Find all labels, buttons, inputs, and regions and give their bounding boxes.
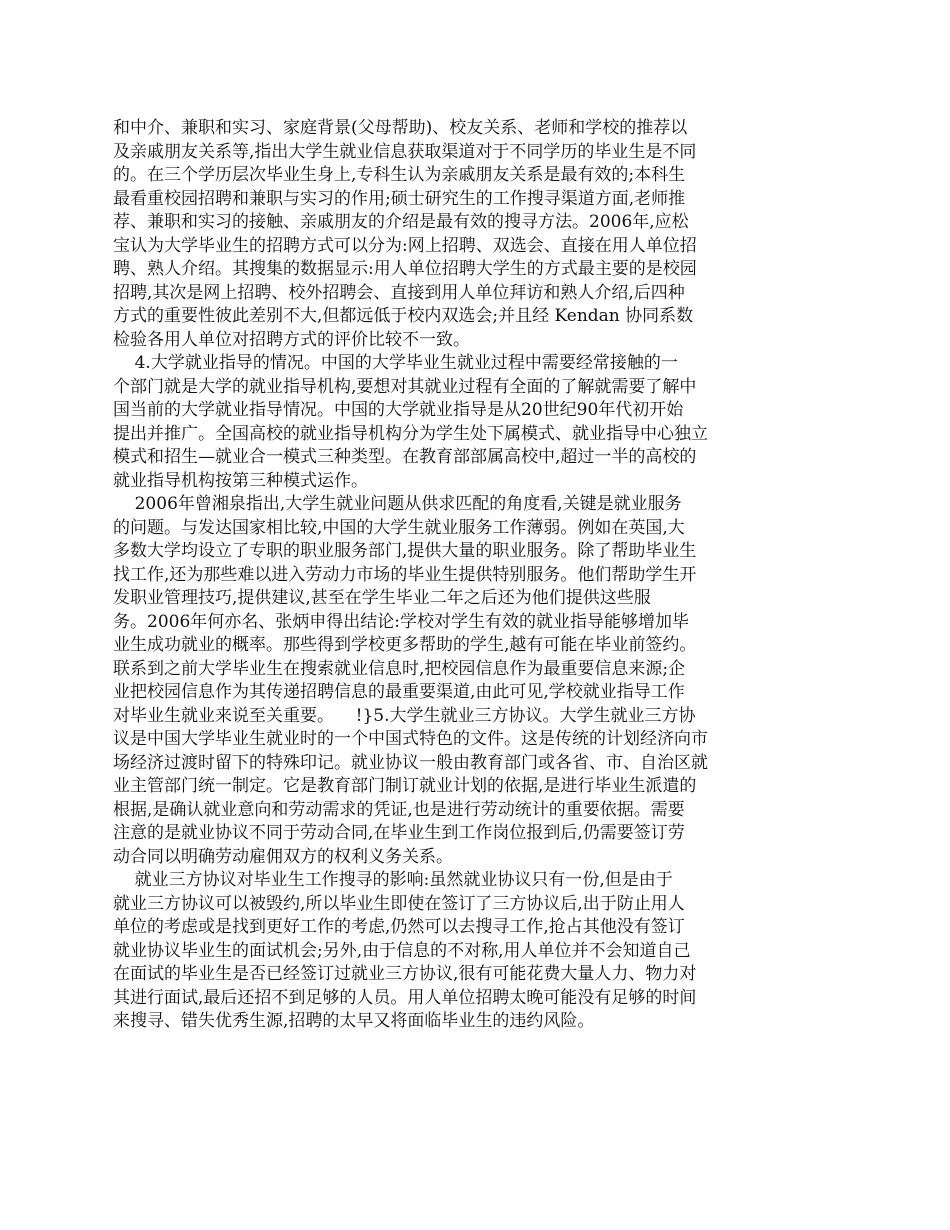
text-line: 和中介、兼职和实习、家庭背景(父母帮助)、校友关系、老师和学校的推荐以 xyxy=(113,118,688,138)
text-line: 议是中国大学毕业生就业时的一个中国式特色的文件。这是传统的计划经济向市 xyxy=(113,729,708,749)
text-line: 对毕业生就业来说至关重要。 !}5.大学生就业三方协议。大学生就业三方协 xyxy=(113,705,696,726)
text-line: 个部门就是大学的就业指导机构,要想对其就业过程有全面的了解就需要了解中 xyxy=(113,376,697,397)
text-line: 就业指导机构按第三种模式运作。 xyxy=(113,470,368,491)
text-line: 检验各用人单位对招聘方式的评价比较不一致。 xyxy=(113,329,470,350)
text-line: 联系到之前大学毕业生在搜索就业信息时,把校园信息作为最重要信息来源;企 xyxy=(113,658,686,679)
text-line: 单位的考虑或是找到更好工作的考虑,仍然可以去搜寻工作,抢占其他没有签订 xyxy=(113,917,685,937)
text-line: 及亲戚朋友关系等,指出大学生就业信息获取渠道对于不同学历的毕业生是不同 xyxy=(113,141,697,162)
text-line: 的问题。与发达国家相比较,中国的大学生就业服务工作薄弱。例如在英国,大 xyxy=(113,517,685,538)
text-line: 业把校园信息作为其传递招聘信息的最重要渠道,由此可见,学校就业指导工作 xyxy=(113,682,685,702)
text-line: 招聘,其次是网上招聘、校外招聘会、直接到用人单位拜访和熟人介绍,后四种 xyxy=(113,282,685,303)
document-body xyxy=(113,117,773,1034)
text-line: 4.大学就业指导的情况。中国的大学毕业生就业过程中需要经常接触的一 xyxy=(113,353,678,373)
text-line: 聘、熟人介绍。其搜集的数据显示:用人单位招聘大学生的方式最主要的是校园 xyxy=(113,259,697,279)
text-line: 其进行面试,最后还招不到足够的人员。用人单位招聘太晚可能没有足够的时间 xyxy=(113,987,697,1008)
text-line: 注意的是就业协议不同于劳动合同,在毕业生到工作岗位报到后,仍需要签订劳 xyxy=(113,823,685,843)
text-line: 的。在三个学历层次毕业生身上,专科生认为亲戚朋友关系是最有效的;本科生 xyxy=(113,165,686,185)
text-line: 就业三方协议可以被毁约,所以毕业生即使在签订了三方协议后,出于防止用人 xyxy=(113,893,685,914)
text-line: 荐、兼职和实习的接触、亲戚朋友的介绍是最有效的搜寻方法。2006年,应松 xyxy=(113,212,689,232)
text-line: 根据,是确认就业意向和劳动需求的凭证,也是进行劳动统计的重要依据。需要 xyxy=(113,799,685,820)
text-line: 动合同以明确劳动雇佣双方的权利义务关系。 xyxy=(113,846,453,867)
text-line: 国当前的大学就业指导情况。中国的大学就业指导是从20世纪90年代初开始 xyxy=(113,400,684,420)
text-line: 宝认为大学毕业生的招聘方式可以分为:网上招聘、双选会、直接在用人单位招 xyxy=(113,235,697,256)
text-line: 找工作,还为那些难以进入劳动力市场的毕业生提供特别服务。他们帮助学生开 xyxy=(113,564,697,585)
text-line: 就业三方协议对毕业生工作搜寻的影响:虽然就业协议只有一份,但是由于 xyxy=(113,870,673,890)
text-line: 在面试的毕业生是否已经签订过就业三方协议,很有可能花费大量人力、物力对 xyxy=(113,964,697,984)
text-line: 发职业管理技巧,提供建议,甚至在学生毕业二年之后还为他们提供这些服 xyxy=(113,588,651,608)
text-line: 业生成功就业的概率。那些得到学校更多帮助的学生,越有可能在毕业前签约。 xyxy=(113,635,697,655)
text-line: 业主管部门统一制定。它是教育部门制订就业计划的依据,是进行毕业生派遣的 xyxy=(113,776,697,796)
text-line: 就业协议毕业生的面试机会;另外,由于信息的不对称,用人单位并不会知道自己 xyxy=(113,940,691,961)
text-line: 最看重校园招聘和兼职与实习的作用;硕士研究生的工作搜寻渠道方面,老师推 xyxy=(113,188,686,209)
text-line: 场经济过渡时留下的特殊印记。就业协议一般由教育部门或各省、市、自治区就 xyxy=(113,752,708,773)
text-line: 方式的重要性彼此差别不大,但都远低于校内双选会;并且经 Kendan 协同系数 xyxy=(113,306,694,326)
text-line: 提出并推广。全国高校的就业指导机构分为学生处下属模式、就业指导中心独立 xyxy=(113,423,708,444)
text-line: 来搜寻、错失优秀生源,招聘的太早又将面临毕业生的违约风险。 xyxy=(113,1011,595,1031)
text-line: 多数大学均设立了专职的职业服务部门,提供大量的职业服务。除了帮助毕业生 xyxy=(113,541,697,561)
text-line: 务。2006年何亦名、张炳申得出结论:学校对学生有效的就业指导能够增加毕 xyxy=(113,611,689,632)
text-line: 2006年曾湘泉指出,大学生就业问题从供求匹配的角度看,关键是就业服务 xyxy=(113,494,682,514)
text-line: 模式和招生—就业合一模式三种类型。在教育部部属高校中,超过一半的高校的 xyxy=(113,447,697,467)
